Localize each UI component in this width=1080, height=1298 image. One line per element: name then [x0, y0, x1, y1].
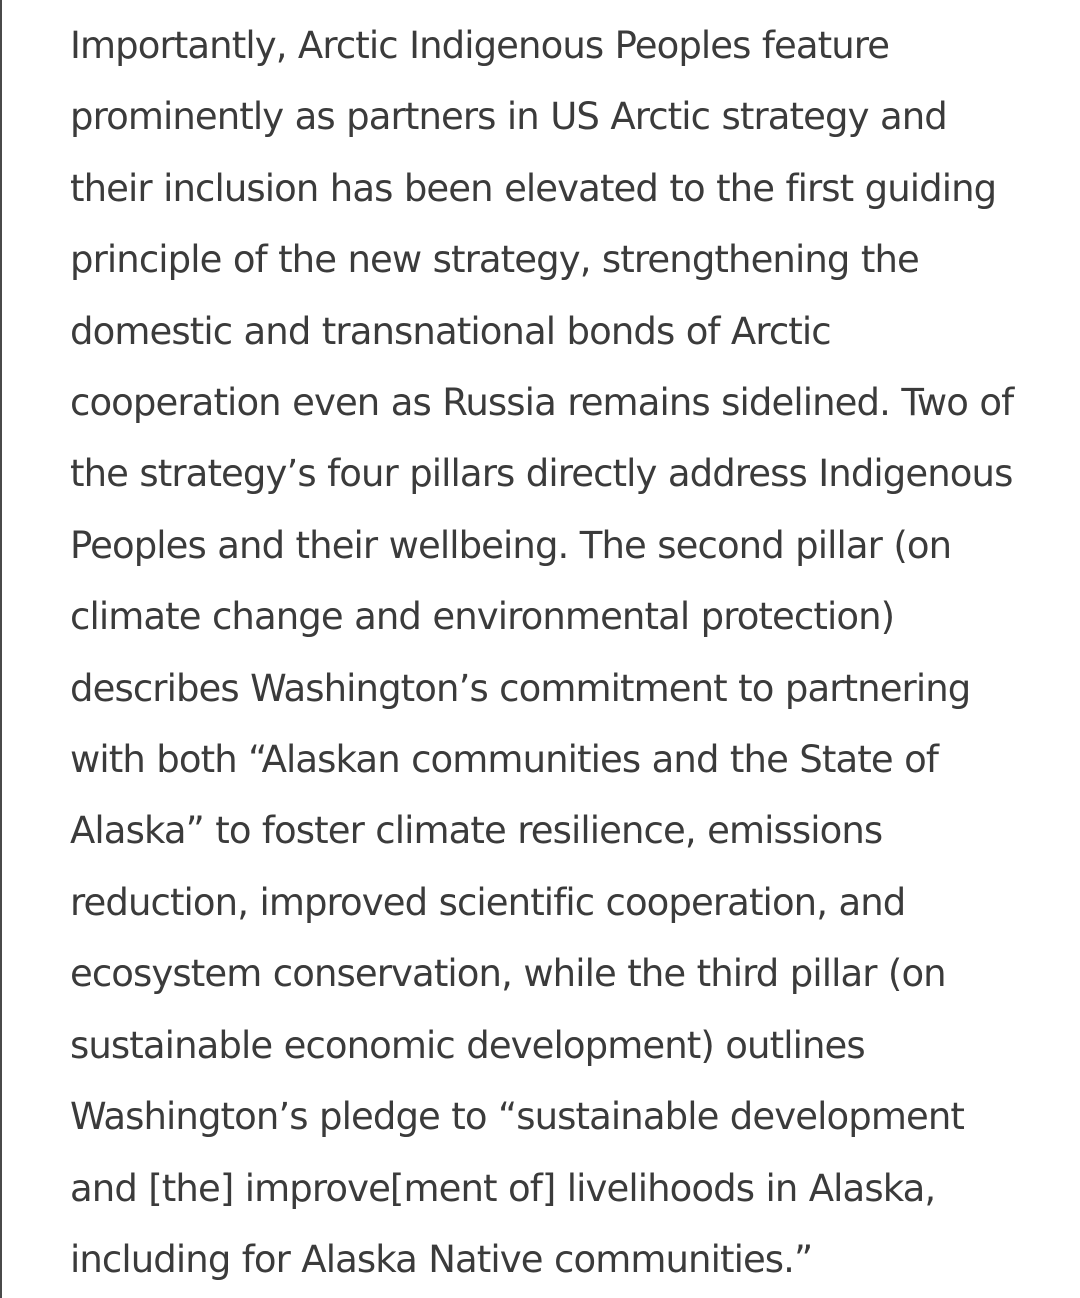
paragraph-line: including for Alaska Native communities.”	[70, 1237, 813, 1281]
paragraph-line: Alaska” to foster climate resilience, emissions	[70, 809, 883, 853]
paragraph-line: reduction, improved scientific cooperation, and	[70, 880, 906, 924]
paragraph-line: principle of the new strategy, strengthening the	[70, 238, 919, 282]
paragraph-line: Peoples and their wellbeing. The second pillar (on	[70, 523, 952, 567]
paragraph-line: their inclusion has been elevated to the first guiding	[70, 166, 997, 210]
paragraph-line: the strategy’s four pillars directly address Indigenous	[70, 452, 1013, 496]
paragraph-line: with both “Alaskan communities and the State of	[70, 738, 938, 782]
paragraph-line: Washington’s pledge to “sustainable development	[70, 1095, 964, 1139]
paragraph-line: and [the] improve[ment of] livelihoods in Alaska,	[70, 1166, 936, 1210]
paragraph-line: sustainable economic development) outlines	[70, 1023, 865, 1067]
paragraph-line: ecosystem conservation, while the third pillar (on	[70, 952, 946, 996]
paragraph-line: climate change and environmental protection)	[70, 595, 895, 639]
article-paragraph	[70, 10, 1030, 1295]
paragraph-line: Importantly, Arctic Indigenous Peoples feature	[70, 24, 890, 67]
paragraph-line: domestic and transnational bonds of Arctic	[70, 309, 831, 353]
paragraph-line: describes Washington’s commitment to partnering	[70, 666, 971, 710]
paragraph-line: cooperation even as Russia remains sidelined. Two of	[70, 381, 1014, 425]
paragraph-line: prominently as partners in US Arctic strategy and	[70, 95, 947, 139]
